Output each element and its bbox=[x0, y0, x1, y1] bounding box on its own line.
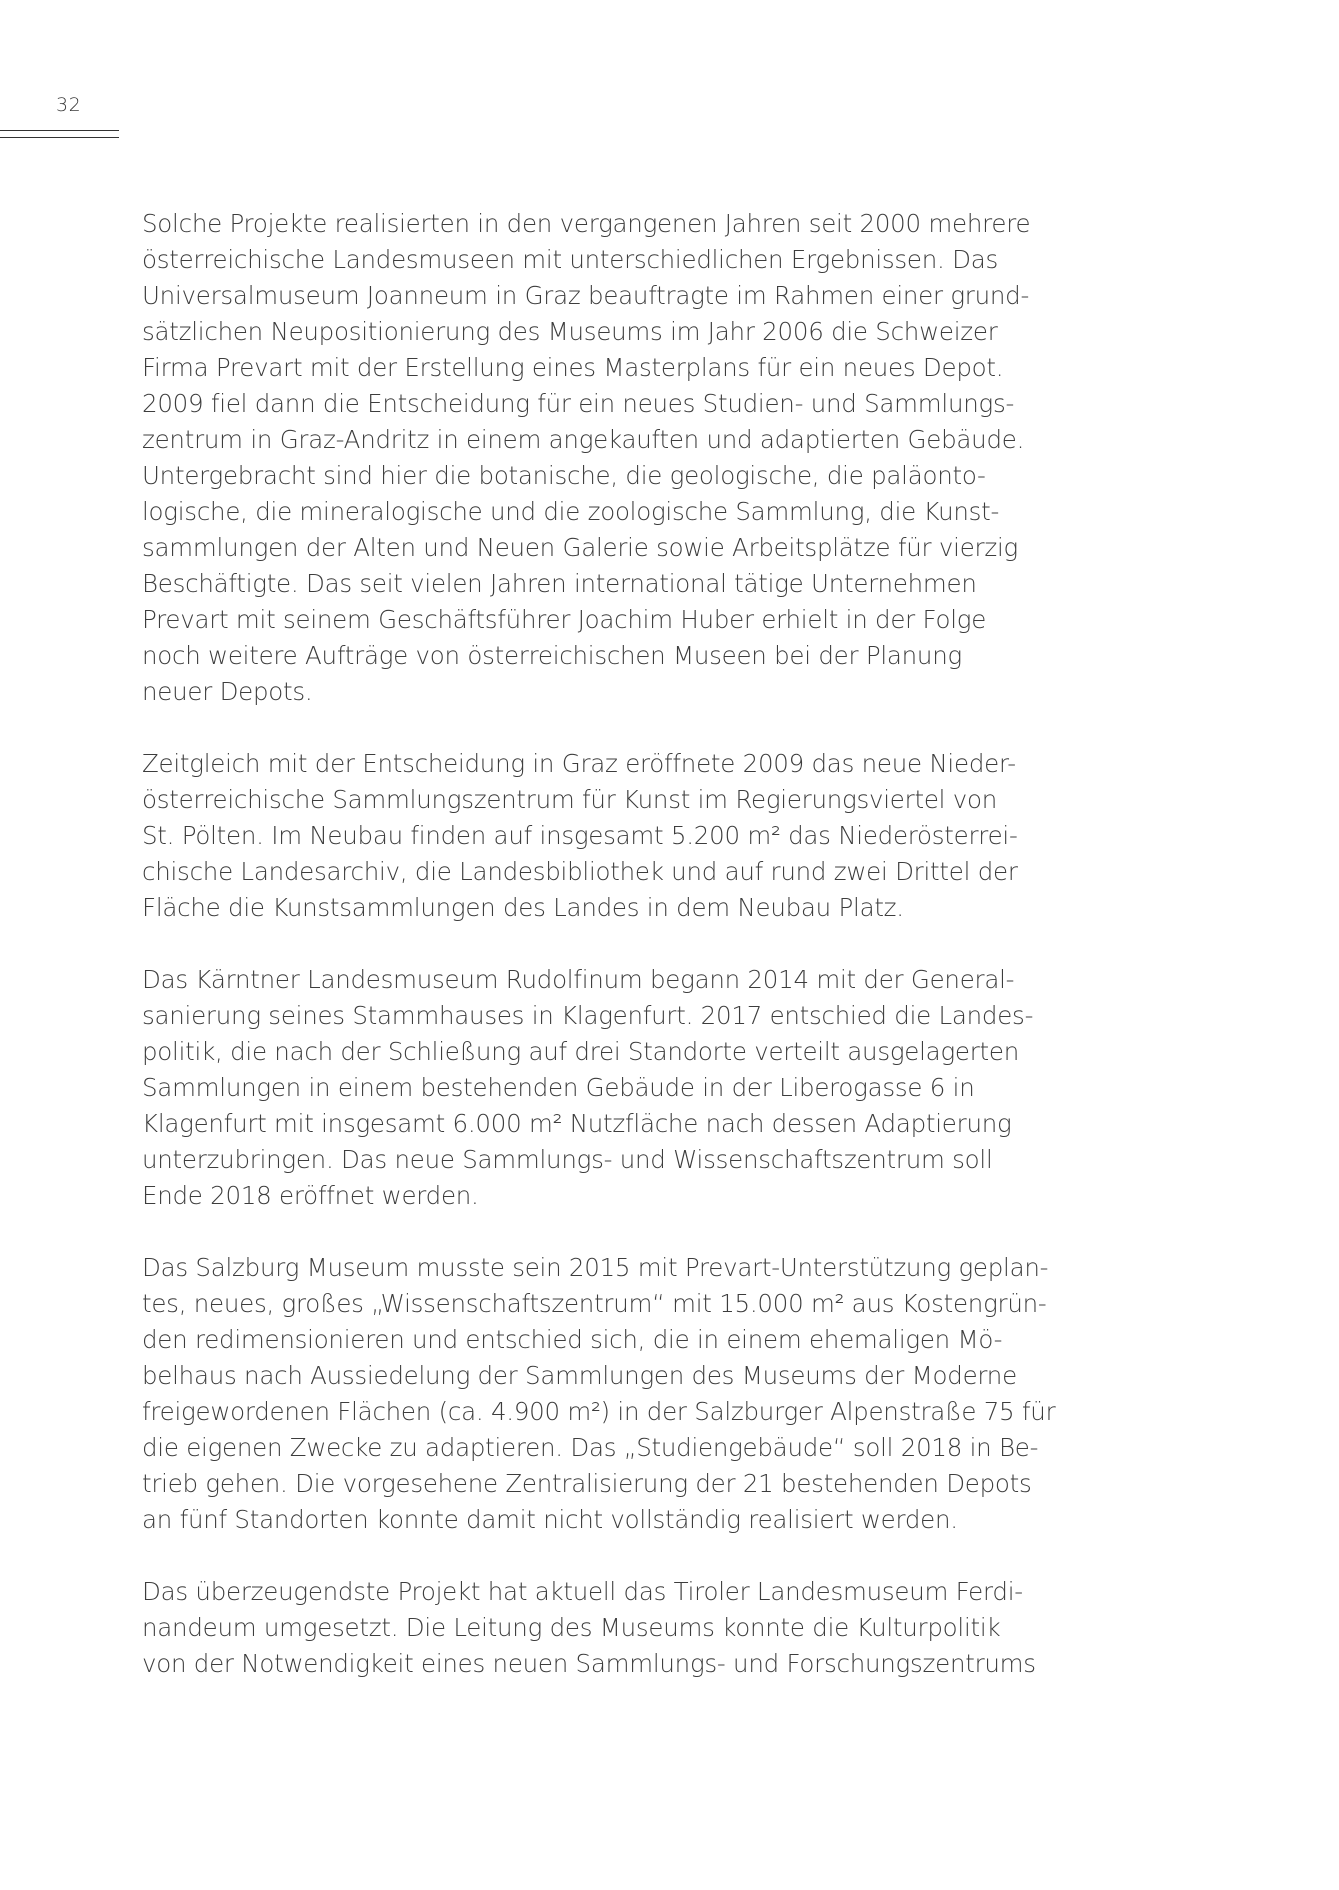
text-line: Solche Projekte realisierten in den vergangenen Jahren seit 2000 mehrere bbox=[142, 209, 1031, 238]
text-line: neuer Depots. bbox=[142, 677, 313, 706]
paragraph-ferdinandeum bbox=[142, 1574, 1042, 1682]
page-number: 32 bbox=[56, 94, 82, 116]
text-line: trieb gehen. Die vorgesehene Zentralisierung der 21 bestehenden Depots bbox=[142, 1469, 1032, 1498]
text-line: Universalmuseum Joanneum in Graz beauftragte im Rahmen einer grund- bbox=[142, 281, 1030, 310]
text-line: chische Landesarchiv, die Landesbibliothek und auf rund zwei Drittel der bbox=[142, 857, 1018, 886]
paragraph-salzburg bbox=[142, 1250, 1056, 1538]
text-line: politik, die nach der Schließung auf drei Standorte verteilt ausgelagerten bbox=[142, 1037, 1019, 1066]
text-line: an fünf Standorten konnte damit nicht vollständig realisiert werden. bbox=[142, 1505, 958, 1534]
text-line: sanierung seines Stammhauses in Klagenfurt. 2017 entschied die Landes- bbox=[142, 1001, 1034, 1030]
text-line: freigewordenen Flächen (ca. 4.900 m²) in der Salzburger Alpenstraße 75 für bbox=[142, 1397, 1056, 1426]
header-double-rule bbox=[0, 130, 119, 138]
text-line: österreichische Landesmuseen mit unterschiedlichen Ergebnissen. Das bbox=[142, 245, 999, 274]
text-line: von der Notwendigkeit eines neuen Sammlungs- und Forschungszentrums bbox=[142, 1649, 1036, 1678]
text-line: Klagenfurt mit insgesamt 6.000 m² Nutzfläche nach dessen Adaptierung bbox=[142, 1109, 1012, 1138]
paragraph-rudolfinum bbox=[142, 962, 1042, 1214]
text-line: Untergebracht sind hier die botanische, die geologische, die paläonto- bbox=[142, 461, 986, 490]
text-line: unterzubringen. Das neue Sammlungs- und Wissenschaftszentrum soll bbox=[142, 1145, 993, 1174]
text-line: 2009 fiel dann die Entscheidung für ein neues Studien- und Sammlungs- bbox=[142, 389, 1015, 418]
paragraph-st-poelten bbox=[142, 746, 1042, 926]
text-line: Zeitgleich mit der Entscheidung in Graz eröffnete 2009 das neue Nieder- bbox=[142, 749, 1016, 778]
text-line: Das überzeugendste Projekt hat aktuell das Tiroler Landesmuseum Ferdi- bbox=[142, 1577, 1023, 1606]
text-line: Firma Prevart mit der Erstellung eines Masterplans für ein neues Depot. bbox=[142, 353, 1004, 382]
text-line: zentrum in Graz-Andritz in einem angekauften und adaptierten Gebäude. bbox=[142, 425, 1025, 454]
text-line: belhaus nach Aussiedelung der Sammlungen des Museums der Moderne bbox=[142, 1361, 1017, 1390]
body-text bbox=[142, 206, 1056, 1718]
text-line: logische, die mineralogische und die zoologische Sammlung, die Kunst- bbox=[142, 497, 1000, 526]
text-line: tes, neues, großes „Wissenschaftszentrum“ mit 15.000 m² aus Kostengrün- bbox=[142, 1289, 1047, 1318]
text-line: sammlungen der Alten und Neuen Galerie sowie Arbeitsplätze für vierzig bbox=[142, 533, 1018, 562]
text-line: Beschäftigte. Das seit vielen Jahren international tätige Unternehmen bbox=[142, 569, 977, 598]
text-line: sätzlichen Neupositionierung des Museums im Jahr 2006 die Schweizer bbox=[142, 317, 998, 346]
text-line: St. Pölten. Im Neubau finden auf insgesamt 5.200 m² das Niederösterrei- bbox=[142, 821, 1018, 850]
text-line: Fläche die Kunstsammlungen des Landes in dem Neubau Platz. bbox=[142, 893, 904, 922]
text-line: Prevart mit seinem Geschäftsführer Joachim Huber erhielt in der Folge bbox=[142, 605, 987, 634]
text-line: den redimensionieren und entschied sich, die in einem ehemaligen Mö- bbox=[142, 1325, 1003, 1354]
text-line: Ende 2018 eröffnet werden. bbox=[142, 1181, 479, 1210]
text-line: Sammlungen in einem bestehenden Gebäude in der Liberogasse 6 in bbox=[142, 1073, 975, 1102]
paragraph-joanneum bbox=[142, 206, 1042, 710]
text-line: die eigenen Zwecke zu adaptieren. Das „Studiengebäude“ soll 2018 in Be- bbox=[142, 1433, 1039, 1462]
text-line: österreichische Sammlungszentrum für Kunst im Regierungsviertel von bbox=[142, 785, 997, 814]
text-line: noch weitere Aufträge von österreichischen Museen bei der Planung bbox=[142, 641, 962, 670]
text-line: nandeum umgesetzt. Die Leitung des Museums konnte die Kulturpolitik bbox=[142, 1613, 1001, 1642]
text-line: Das Kärntner Landesmuseum Rudolfinum begann 2014 mit der General- bbox=[142, 965, 1015, 994]
text-line: Das Salzburg Museum musste sein 2015 mit Prevart-Unterstützung geplan- bbox=[142, 1253, 1049, 1282]
